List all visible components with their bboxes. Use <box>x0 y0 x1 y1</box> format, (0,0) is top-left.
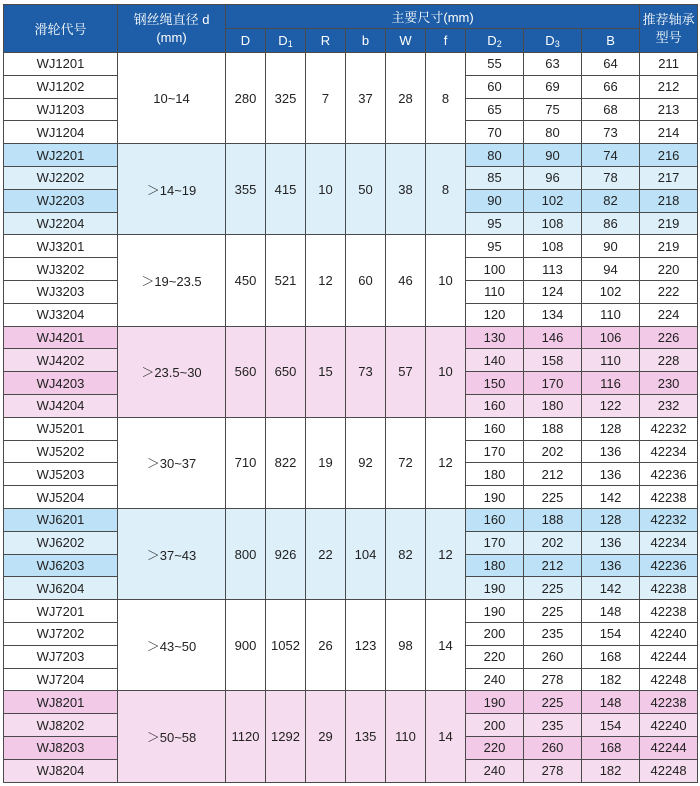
dim-D3-cell: 225 <box>524 486 582 509</box>
dim-D3-cell: 225 <box>524 600 582 623</box>
dim-D2-cell: 160 <box>466 394 524 417</box>
pulley-spec-table <box>3 4 698 783</box>
bearing-cell: 42236 <box>640 463 698 486</box>
dim-b-cell: 60 <box>346 235 386 326</box>
dim-B-cell: 73 <box>582 121 640 144</box>
dim-D2-cell: 180 <box>466 463 524 486</box>
dim-D1-cell: 325 <box>266 53 306 144</box>
dim-B-cell: 142 <box>582 486 640 509</box>
dim-B-cell: 106 <box>582 326 640 349</box>
dim-B-cell: 74 <box>582 144 640 167</box>
dim-R-cell: 12 <box>306 235 346 326</box>
rope-diameter-cell: ＞43~50 <box>118 600 226 691</box>
dim-D2-cell: 80 <box>466 144 524 167</box>
header-col-f: f <box>426 29 466 53</box>
dim-R-cell: 10 <box>306 144 346 235</box>
model-cell: WJ3202 <box>4 258 118 281</box>
model-cell: WJ8203 <box>4 736 118 759</box>
model-cell: WJ6201 <box>4 508 118 531</box>
dim-B-cell: 136 <box>582 463 640 486</box>
dim-D2-cell: 200 <box>466 622 524 645</box>
model-cell: WJ4202 <box>4 349 118 372</box>
dim-D2-cell: 190 <box>466 577 524 600</box>
dim-D3-cell: 278 <box>524 668 582 691</box>
dim-D2-cell: 170 <box>466 531 524 554</box>
header-bearing <box>640 5 698 53</box>
dim-D2-cell: 65 <box>466 98 524 121</box>
dim-B-cell: 154 <box>582 714 640 737</box>
dim-D-cell: 800 <box>226 508 266 599</box>
dim-W-cell: 72 <box>386 417 426 508</box>
bearing-cell: 42238 <box>640 691 698 714</box>
dim-B-cell: 68 <box>582 98 640 121</box>
dim-D2-cell: 190 <box>466 600 524 623</box>
dim-D3-cell: 188 <box>524 508 582 531</box>
dim-D2-cell: 240 <box>466 668 524 691</box>
header-rope-diameter-line1: 钢丝绳直径 d <box>133 11 210 27</box>
dim-D2-cell: 190 <box>466 691 524 714</box>
header-col-D3 <box>524 29 582 53</box>
bearing-cell: 42248 <box>640 668 698 691</box>
dim-f-cell: 10 <box>426 235 466 326</box>
header-col-b: b <box>346 29 386 53</box>
dim-D3-cell: 69 <box>524 75 582 98</box>
bearing-cell: 42244 <box>640 645 698 668</box>
dim-D3-cell: 235 <box>524 714 582 737</box>
dim-B-cell: 136 <box>582 440 640 463</box>
model-cell: WJ1204 <box>4 121 118 144</box>
dim-R-cell: 26 <box>306 600 346 691</box>
dim-D2-cell: 70 <box>466 121 524 144</box>
header-col-R: R <box>306 29 346 53</box>
rope-diameter-cell: ＞30~37 <box>118 417 226 508</box>
model-cell: WJ7204 <box>4 668 118 691</box>
model-cell: WJ3203 <box>4 280 118 303</box>
dim-B-cell: 148 <box>582 691 640 714</box>
model-cell: WJ7203 <box>4 645 118 668</box>
dim-W-cell: 46 <box>386 235 426 326</box>
rope-diameter-cell: ＞50~58 <box>118 691 226 782</box>
dim-D-cell: 450 <box>226 235 266 326</box>
dim-B-cell: 148 <box>582 600 640 623</box>
dim-D3-cell: 212 <box>524 554 582 577</box>
header-col-B: B <box>582 29 640 53</box>
bearing-cell: 42238 <box>640 577 698 600</box>
dim-D3-cell: 158 <box>524 349 582 372</box>
dim-D2-cell: 120 <box>466 303 524 326</box>
model-cell: WJ6203 <box>4 554 118 577</box>
header-bearing-line2: 型号 <box>655 29 682 45</box>
dim-D2-cell: 220 <box>466 645 524 668</box>
dim-f-cell: 8 <box>426 144 466 235</box>
model-cell: WJ1203 <box>4 98 118 121</box>
table-row <box>4 417 698 440</box>
dim-D1-cell: 926 <box>266 508 306 599</box>
dim-f-cell: 8 <box>426 53 466 144</box>
dim-D2-cell: 240 <box>466 759 524 782</box>
dim-R-cell: 15 <box>306 326 346 417</box>
table-row <box>4 600 698 623</box>
model-cell: WJ4203 <box>4 372 118 395</box>
dim-D3-cell: 124 <box>524 280 582 303</box>
dim-D3-cell: 170 <box>524 372 582 395</box>
rope-diameter-cell: ＞14~19 <box>118 144 226 235</box>
dim-W-cell: 57 <box>386 326 426 417</box>
table-row <box>4 508 698 531</box>
dim-B-cell: 122 <box>582 394 640 417</box>
dim-W-cell: 28 <box>386 53 426 144</box>
dim-f-cell: 14 <box>426 691 466 782</box>
rope-diameter-cell: 10~14 <box>118 53 226 144</box>
dim-D1-cell: 1292 <box>266 691 306 782</box>
dim-D3-cell: 90 <box>524 144 582 167</box>
table-row <box>4 53 698 76</box>
dim-B-cell: 128 <box>582 417 640 440</box>
dim-f-cell: 14 <box>426 600 466 691</box>
model-cell: WJ2201 <box>4 144 118 167</box>
dim-R-cell: 29 <box>306 691 346 782</box>
dim-D2-cell: 90 <box>466 189 524 212</box>
bearing-cell: 216 <box>640 144 698 167</box>
header-main-dimensions: 主要尺寸(mm) <box>226 5 640 29</box>
dim-D2-cell: 85 <box>466 166 524 189</box>
model-cell: WJ1201 <box>4 53 118 76</box>
model-cell: WJ4201 <box>4 326 118 349</box>
bearing-cell: 219 <box>640 235 698 258</box>
dim-B-cell: 182 <box>582 668 640 691</box>
bearing-cell: 218 <box>640 189 698 212</box>
bearing-cell: 226 <box>640 326 698 349</box>
dim-D3-cell: 80 <box>524 121 582 144</box>
dim-D3-cell: 134 <box>524 303 582 326</box>
dim-D2-cell: 200 <box>466 714 524 737</box>
model-cell: WJ4204 <box>4 394 118 417</box>
dim-D2-cell: 160 <box>466 508 524 531</box>
dim-D2-cell: 170 <box>466 440 524 463</box>
dim-B-cell: 64 <box>582 53 640 76</box>
dim-B-cell: 136 <box>582 531 640 554</box>
dim-D1-cell: 521 <box>266 235 306 326</box>
dim-D2-cell: 180 <box>466 554 524 577</box>
dim-D-cell: 560 <box>226 326 266 417</box>
bearing-cell: 42236 <box>640 554 698 577</box>
dim-D2-cell: 55 <box>466 53 524 76</box>
header-model: 滑轮代号 <box>4 5 118 53</box>
bearing-cell: 219 <box>640 212 698 235</box>
dim-R-cell: 19 <box>306 417 346 508</box>
dim-D2-cell: 190 <box>466 486 524 509</box>
bearing-cell: 224 <box>640 303 698 326</box>
dim-D3-cell: 225 <box>524 577 582 600</box>
dim-B-cell: 182 <box>582 759 640 782</box>
dim-B-cell: 110 <box>582 303 640 326</box>
bearing-cell: 42240 <box>640 714 698 737</box>
bearing-cell: 211 <box>640 53 698 76</box>
dim-D2-cell: 130 <box>466 326 524 349</box>
dim-R-cell: 7 <box>306 53 346 144</box>
bearing-cell: 228 <box>640 349 698 372</box>
dim-D3-cell: 202 <box>524 531 582 554</box>
model-cell: WJ7201 <box>4 600 118 623</box>
rope-diameter-cell: ＞37~43 <box>118 508 226 599</box>
bearing-cell: 42232 <box>640 508 698 531</box>
dim-D1-cell: 1052 <box>266 600 306 691</box>
dim-b-cell: 73 <box>346 326 386 417</box>
model-cell: WJ6204 <box>4 577 118 600</box>
model-cell: WJ1202 <box>4 75 118 98</box>
dim-D3-cell: 235 <box>524 622 582 645</box>
dim-D2-cell: 150 <box>466 372 524 395</box>
header-col-D1 <box>266 29 306 53</box>
dim-W-cell: 98 <box>386 600 426 691</box>
model-cell: WJ5203 <box>4 463 118 486</box>
dim-B-cell: 102 <box>582 280 640 303</box>
dim-f-cell: 10 <box>426 326 466 417</box>
dim-D3-cell: 202 <box>524 440 582 463</box>
model-cell: WJ2202 <box>4 166 118 189</box>
dim-D-cell: 280 <box>226 53 266 144</box>
bearing-cell: 42240 <box>640 622 698 645</box>
header-col-D3-base: D <box>545 32 555 48</box>
model-cell: WJ8202 <box>4 714 118 737</box>
table-row <box>4 144 698 167</box>
header-col-D1-base: D <box>278 32 288 48</box>
header-col-W: W <box>386 29 426 53</box>
bearing-cell: 42234 <box>640 531 698 554</box>
dim-b-cell: 92 <box>346 417 386 508</box>
header-col-D1-sub: 1 <box>287 38 293 49</box>
dim-D3-cell: 108 <box>524 212 582 235</box>
bearing-cell: 217 <box>640 166 698 189</box>
bearing-cell: 42232 <box>640 417 698 440</box>
dim-D-cell: 1120 <box>226 691 266 782</box>
dim-B-cell: 110 <box>582 349 640 372</box>
dim-D-cell: 900 <box>226 600 266 691</box>
dim-D2-cell: 110 <box>466 280 524 303</box>
bearing-cell: 42234 <box>640 440 698 463</box>
dim-D3-cell: 102 <box>524 189 582 212</box>
dim-b-cell: 104 <box>346 508 386 599</box>
bearing-cell: 232 <box>640 394 698 417</box>
dim-B-cell: 142 <box>582 577 640 600</box>
dim-D1-cell: 650 <box>266 326 306 417</box>
rope-diameter-cell: ＞23.5~30 <box>118 326 226 417</box>
model-cell: WJ5202 <box>4 440 118 463</box>
dim-B-cell: 78 <box>582 166 640 189</box>
dim-D2-cell: 160 <box>466 417 524 440</box>
model-cell: WJ6202 <box>4 531 118 554</box>
rope-diameter-cell: ＞19~23.5 <box>118 235 226 326</box>
table-row <box>4 691 698 714</box>
bearing-cell: 42248 <box>640 759 698 782</box>
model-cell: WJ8201 <box>4 691 118 714</box>
dim-D3-cell: 212 <box>524 463 582 486</box>
dim-D3-cell: 96 <box>524 166 582 189</box>
bearing-cell: 214 <box>640 121 698 144</box>
dim-W-cell: 82 <box>386 508 426 599</box>
model-cell: WJ2204 <box>4 212 118 235</box>
dim-B-cell: 94 <box>582 258 640 281</box>
bearing-cell: 220 <box>640 258 698 281</box>
dim-D3-cell: 260 <box>524 645 582 668</box>
dim-B-cell: 154 <box>582 622 640 645</box>
dim-W-cell: 38 <box>386 144 426 235</box>
dim-D2-cell: 100 <box>466 258 524 281</box>
dim-D3-cell: 278 <box>524 759 582 782</box>
bearing-cell: 230 <box>640 372 698 395</box>
dim-b-cell: 37 <box>346 53 386 144</box>
dim-D3-cell: 188 <box>524 417 582 440</box>
model-cell: WJ5204 <box>4 486 118 509</box>
dim-B-cell: 116 <box>582 372 640 395</box>
bearing-cell: 213 <box>640 98 698 121</box>
bearing-cell: 42238 <box>640 600 698 623</box>
bearing-cell: 42244 <box>640 736 698 759</box>
dim-D1-cell: 822 <box>266 417 306 508</box>
table-row <box>4 326 698 349</box>
header-col-D3-sub: 3 <box>554 38 560 49</box>
dim-D3-cell: 113 <box>524 258 582 281</box>
header-col-D2 <box>466 29 524 53</box>
model-cell: WJ8204 <box>4 759 118 782</box>
dim-b-cell: 123 <box>346 600 386 691</box>
dim-B-cell: 168 <box>582 736 640 759</box>
dim-D3-cell: 75 <box>524 98 582 121</box>
table-header <box>4 5 698 53</box>
dim-W-cell: 110 <box>386 691 426 782</box>
dim-R-cell: 22 <box>306 508 346 599</box>
header-rope-diameter-line2: (mm) <box>156 29 187 45</box>
dim-D-cell: 710 <box>226 417 266 508</box>
bearing-cell: 222 <box>640 280 698 303</box>
dim-f-cell: 12 <box>426 417 466 508</box>
dim-D3-cell: 63 <box>524 53 582 76</box>
dim-B-cell: 128 <box>582 508 640 531</box>
dim-D3-cell: 260 <box>524 736 582 759</box>
dim-B-cell: 82 <box>582 189 640 212</box>
header-bearing-line1: 推荐轴承 <box>642 11 695 27</box>
model-cell: WJ2203 <box>4 189 118 212</box>
table-body <box>4 53 698 783</box>
dim-b-cell: 50 <box>346 144 386 235</box>
dim-D2-cell: 60 <box>466 75 524 98</box>
dim-B-cell: 136 <box>582 554 640 577</box>
bearing-cell: 42238 <box>640 486 698 509</box>
model-cell: WJ5201 <box>4 417 118 440</box>
dim-D3-cell: 146 <box>524 326 582 349</box>
model-cell: WJ3201 <box>4 235 118 258</box>
dim-b-cell: 135 <box>346 691 386 782</box>
header-col-D2-sub: 2 <box>496 38 502 49</box>
model-cell: WJ7202 <box>4 622 118 645</box>
model-cell: WJ3204 <box>4 303 118 326</box>
dim-D3-cell: 225 <box>524 691 582 714</box>
dim-f-cell: 12 <box>426 508 466 599</box>
dim-B-cell: 86 <box>582 212 640 235</box>
dim-B-cell: 168 <box>582 645 640 668</box>
dim-D2-cell: 140 <box>466 349 524 372</box>
dim-D3-cell: 108 <box>524 235 582 258</box>
dim-D1-cell: 415 <box>266 144 306 235</box>
header-rope-diameter <box>118 5 226 53</box>
dim-D2-cell: 220 <box>466 736 524 759</box>
dim-B-cell: 66 <box>582 75 640 98</box>
dim-D2-cell: 95 <box>466 235 524 258</box>
dim-D3-cell: 180 <box>524 394 582 417</box>
header-col-D: D <box>226 29 266 53</box>
bearing-cell: 212 <box>640 75 698 98</box>
table-row <box>4 235 698 258</box>
dim-D-cell: 355 <box>226 144 266 235</box>
dim-D2-cell: 95 <box>466 212 524 235</box>
dim-B-cell: 90 <box>582 235 640 258</box>
header-col-D2-base: D <box>487 32 497 48</box>
